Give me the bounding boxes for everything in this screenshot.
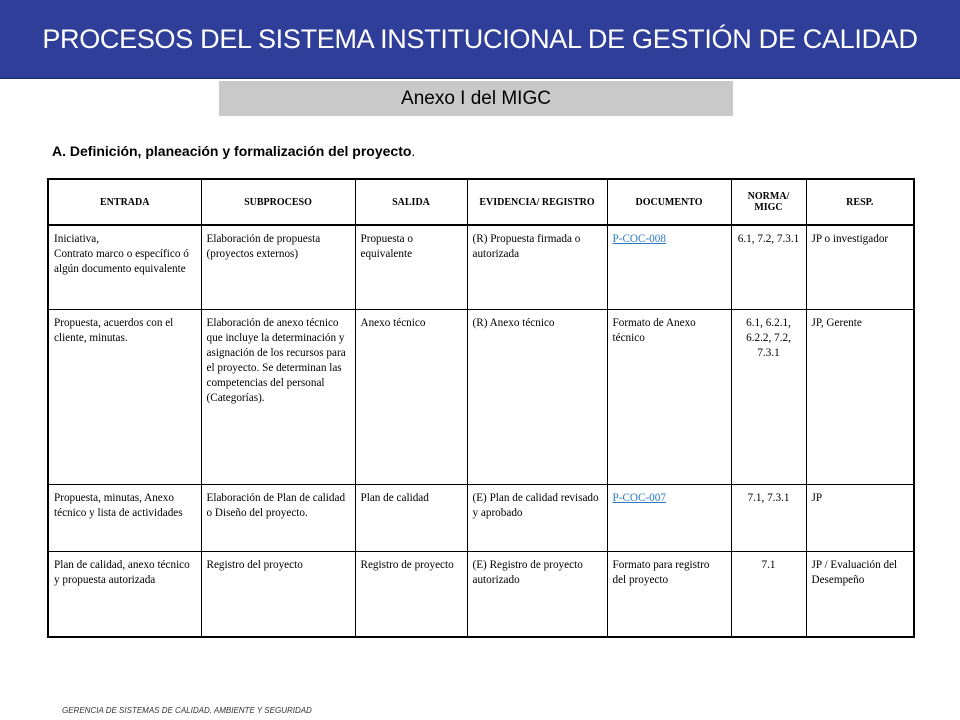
table-row bbox=[48, 309, 914, 484]
cell-norma: 6.1, 7.2, 7.3.1 bbox=[731, 225, 806, 309]
cell-documento: Formato de Anexo técnico bbox=[607, 309, 731, 484]
section-heading-period: . bbox=[411, 143, 416, 159]
cell-resp: JP / Evaluación del Desempeño bbox=[806, 551, 914, 637]
cell-evidencia: (E) Registro de proyecto autorizado bbox=[467, 551, 607, 637]
cell-documento bbox=[607, 225, 731, 309]
cell-entrada: Plan de calidad, anexo técnico y propuesta autorizada bbox=[48, 551, 201, 637]
document-link-p-coc-008[interactable]: P-COC-008 bbox=[612, 233, 666, 245]
table-row bbox=[48, 484, 914, 551]
cell-entrada: Propuesta, minutas, Anexo técnico y lista de actividades bbox=[48, 484, 201, 551]
table-row bbox=[48, 551, 914, 637]
footer-text: GERENCIA DE SISTEMAS DE CALIDAD, AMBIENTE Y SEGURIDAD bbox=[62, 706, 312, 715]
column-header-subproceso: SUBPROCESO bbox=[201, 179, 355, 225]
page-title: PROCESOS DEL SISTEMA INSTITUCIONAL DE GESTIÓN DE CALIDAD bbox=[42, 23, 918, 54]
cell-subproceso: Elaboración de anexo técnico que incluye la determinación y asignación de los recursos para el proyecto. Se determinan las competencias del personal (Categorías). bbox=[201, 309, 355, 484]
section-heading-text: A. Definición, planeación y formalización del proyecto bbox=[52, 143, 412, 159]
process-table bbox=[47, 178, 915, 638]
cell-entrada: Propuesta, acuerdos con el cliente, minutas. bbox=[48, 309, 201, 484]
page-title-bar bbox=[0, 0, 960, 79]
cell-entrada: Iniciativa, Contrato marco o específico ó algún documento equivalente bbox=[48, 225, 201, 309]
cell-norma: 6.1, 6.2.1, 6.2.2, 7.2, 7.3.1 bbox=[731, 309, 806, 484]
cell-evidencia: (E) Plan de calidad revisado y aprobado bbox=[467, 484, 607, 551]
document-link-p-coc-007[interactable]: P-COC-007 bbox=[612, 491, 666, 504]
cell-norma: 7.1 bbox=[731, 551, 806, 637]
column-header-norma: NORMA/ MIGC bbox=[731, 179, 806, 225]
cell-subproceso: Elaboración de propuesta (proyectos externos) bbox=[201, 225, 355, 309]
annex-title: Anexo I del MIGC bbox=[401, 87, 551, 109]
cell-subproceso: Elaboración de Plan de calidad o Diseño del proyecto. bbox=[201, 484, 355, 551]
cell-norma: 7.1, 7.3.1 bbox=[731, 484, 806, 551]
cell-salida: Anexo técnico bbox=[355, 309, 467, 484]
cell-resp: JP o investigador bbox=[806, 225, 914, 309]
table-header-row bbox=[48, 179, 914, 225]
cell-evidencia: (R) Anexo técnico bbox=[467, 309, 607, 484]
table-row bbox=[48, 225, 914, 309]
column-header-entrada: ENTRADA bbox=[48, 179, 201, 225]
cell-subproceso: Registro del proyecto bbox=[201, 551, 355, 637]
column-header-resp: RESP. bbox=[806, 179, 914, 225]
cell-resp: JP bbox=[806, 484, 914, 551]
annex-title-bar bbox=[219, 81, 733, 116]
cell-documento: Formato para registro del proyecto bbox=[607, 551, 731, 637]
section-heading bbox=[52, 143, 415, 159]
cell-evidencia: (R) Propuesta firmada o autorizada bbox=[467, 225, 607, 309]
cell-documento bbox=[607, 484, 731, 551]
cell-salida: Registro de proyecto bbox=[355, 551, 467, 637]
column-header-evidencia: EVIDENCIA/ REGISTRO bbox=[467, 179, 607, 225]
cell-salida: Propuesta o equivalente bbox=[355, 225, 467, 309]
cell-salida: Plan de calidad bbox=[355, 484, 467, 551]
cell-resp: JP, Gerente bbox=[806, 309, 914, 484]
column-header-documento: DOCUMENTO bbox=[607, 179, 731, 225]
column-header-salida: SALIDA bbox=[355, 179, 467, 225]
